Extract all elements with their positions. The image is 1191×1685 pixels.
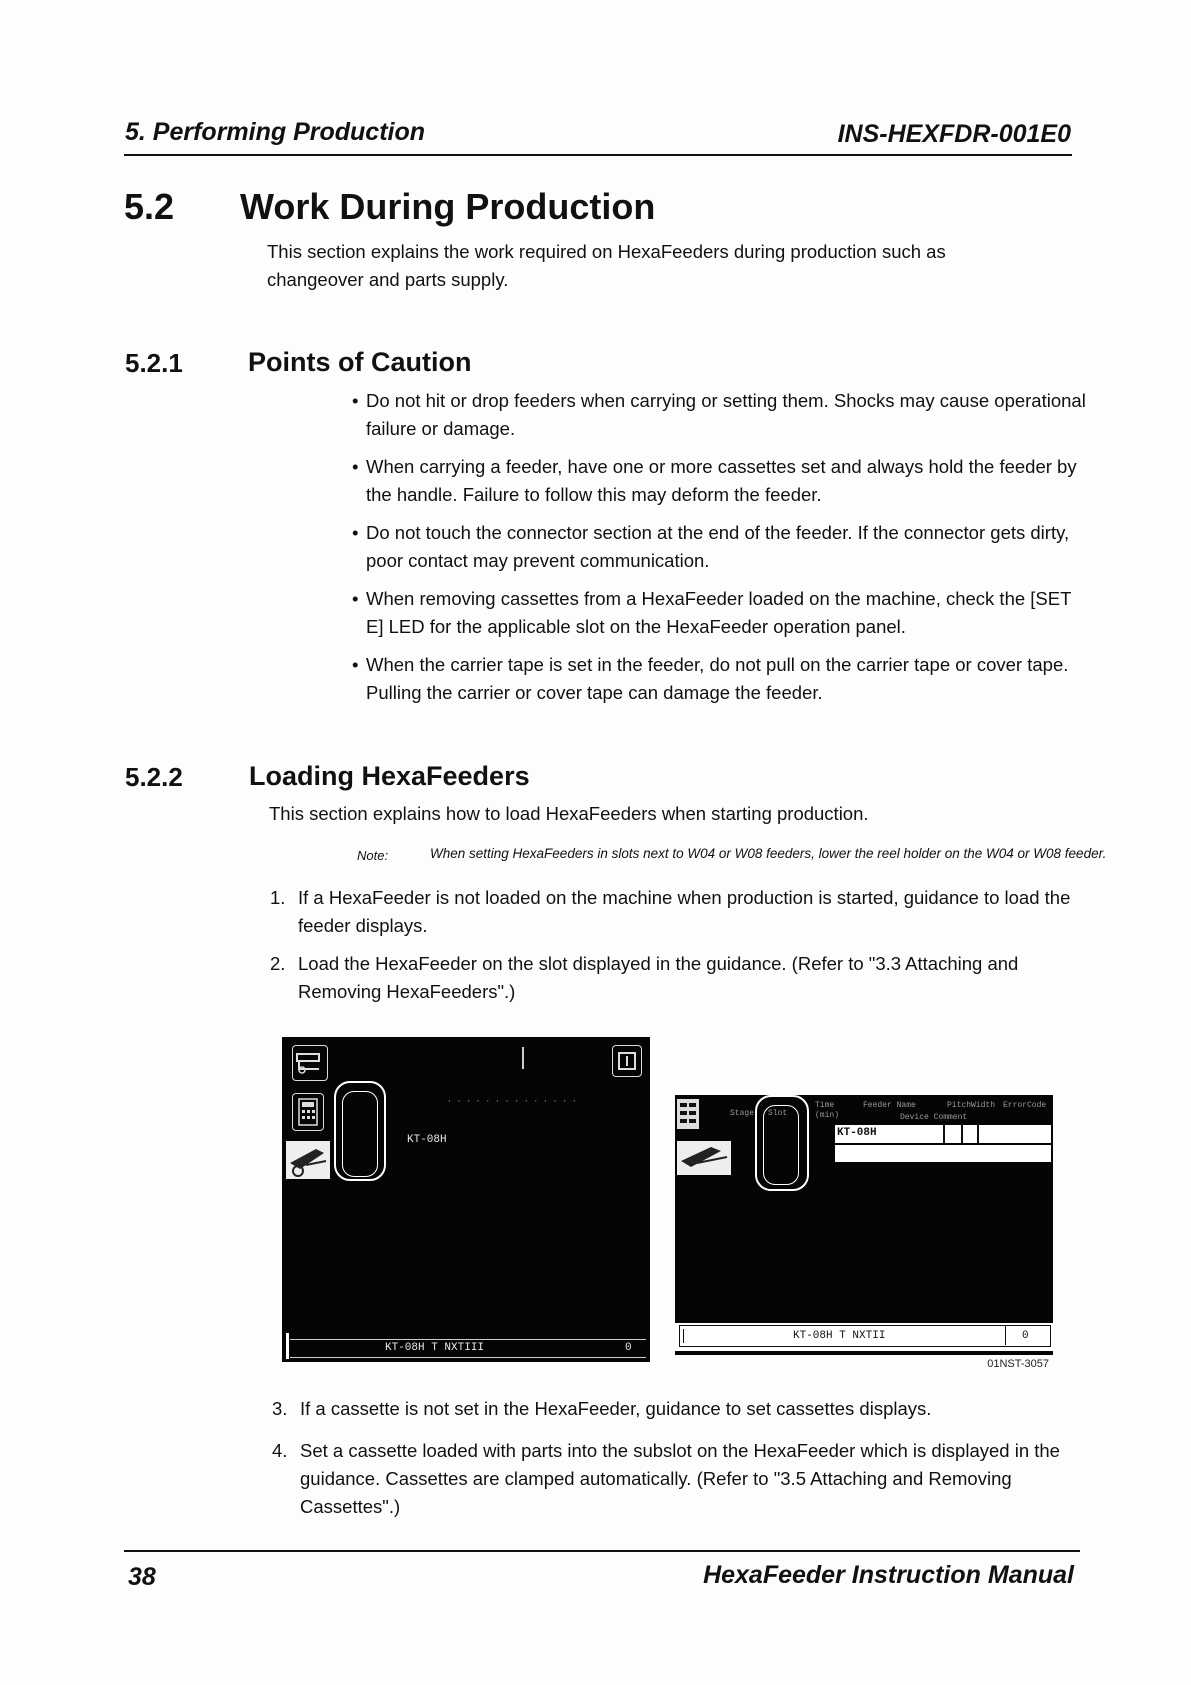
cell-divider — [977, 1125, 979, 1143]
status-count: 0 — [625, 1342, 632, 1354]
caution-bullet: • When removing cassettes from a HexaFeeder loaded on the machine, check the [SET E] LED for the applicable slot on the HexaFeeder operation panel. — [352, 585, 1086, 641]
column-slot: Slot — [768, 1109, 788, 1118]
column-device-comment: Device Comment — [900, 1113, 968, 1122]
figure-id: 01NST-3057 — [987, 1358, 1049, 1370]
feeder-load-icon — [292, 1045, 328, 1081]
column-error-code: ErrorCode — [1003, 1101, 1047, 1110]
status-bar — [290, 1339, 646, 1358]
step-number: 2. — [270, 953, 286, 974]
status-bar — [675, 1323, 1053, 1351]
step-text: Set a cassette loaded with parts into the subslot on the HexaFeeder which is displayed in the guidance. Cassettes are clamped automatically. (Refer to "3.5 Attaching and Removing Cassettes".) — [300, 1440, 1060, 1517]
loading-intro: This section explains how to load HexaFeeders when starting production. — [269, 803, 869, 824]
note-label: Note: — [357, 848, 389, 863]
caution-bullet: • When carrying a feeder, have one or more cassettes set and always hold the feeder by the handle. Failure to follow this may deform the feeder. — [352, 453, 1086, 509]
document-code: INS-HEXFDR-001E0 — [837, 120, 1071, 148]
feeder-tool-icon[interactable] — [286, 1141, 330, 1179]
feeder-row[interactable] — [835, 1125, 1051, 1143]
step-text: Load the HexaFeeder on the slot displayed in the guidance. (Refer to "3.3 Attaching and Removing HexaFeeders".) — [298, 953, 1019, 1002]
footer-rule — [124, 1550, 1080, 1552]
status-marker — [683, 1329, 684, 1343]
column-stage: Stage — [730, 1109, 755, 1118]
chapter-header: 5. Performing Production — [125, 118, 426, 146]
step-number: 4. — [272, 1440, 288, 1461]
slot-inner-outline — [342, 1091, 378, 1177]
step-number: 3. — [272, 1398, 288, 1419]
column-time-unit: (min) — [815, 1111, 840, 1120]
feeder-name-text: KT-08H — [407, 1134, 447, 1146]
feeder-name-cell: KT-08H — [837, 1127, 877, 1139]
page-number: 38 — [128, 1563, 156, 1591]
section-title: Work During Production — [240, 186, 656, 227]
step-text: If a cassette is not set in the HexaFeeder, guidance to set cassettes displays. — [300, 1398, 932, 1419]
status-bar-text: KT-08H T NXTIII — [385, 1342, 485, 1354]
calculator-icon[interactable] — [677, 1099, 699, 1129]
section-intro-line-1: This section explains the work required on HexaFeeders during production such as — [267, 241, 946, 262]
status-bar-text: KT-08H T NXTII — [793, 1330, 886, 1342]
subsection-title-caution: Points of Caution — [248, 347, 472, 377]
divider — [522, 1047, 524, 1069]
note-text: When setting HexaFeeders in slots next to W04 or W08 feeders, lower the reel holder on the W04 or W08 feeder. — [430, 846, 1107, 861]
header-rule — [124, 154, 1072, 156]
guidance-screen-left — [282, 1037, 650, 1362]
column-pitch-width: PitchWidth — [947, 1101, 996, 1110]
step-number: 1. — [270, 887, 286, 908]
subsection-number-caution: 5.2.1 — [125, 348, 183, 378]
manual-title: HexaFeeder Instruction Manual — [703, 1561, 1074, 1589]
cell-divider — [943, 1125, 945, 1143]
caution-bullet: • Do not hit or drop feeders when carrying or setting them. Shocks may cause operational failure or damage. — [352, 387, 1086, 443]
column-header-text: · · · · · · · · · · · · · · — [447, 1097, 577, 1106]
guidance-screen-right — [675, 1095, 1053, 1355]
subsection-number-loading: 5.2.2 — [125, 762, 183, 792]
section-intro-line-2: changeover and parts supply. — [267, 269, 509, 290]
subsection-title-loading: Loading HexaFeeders — [249, 761, 530, 791]
status-count: 0 — [1022, 1330, 1029, 1342]
calculator-icon[interactable] — [292, 1093, 324, 1131]
section-number: 5.2 — [124, 186, 175, 227]
step-text: If a HexaFeeder is not loaded on the machine when production is started, guidance to load the feeder displays. — [298, 887, 1071, 936]
caution-bullet: • Do not touch the connector section at the end of the feeder. If the connector gets dirty, poor contact may prevent communication. — [352, 519, 1086, 575]
cell-divider — [1005, 1325, 1006, 1345]
cell-divider — [961, 1125, 963, 1143]
status-marker — [286, 1333, 289, 1359]
column-time: Time — [815, 1101, 835, 1110]
caution-bullet: • When the carrier tape is set in the feeder, do not pull on the carrier tape or cover tape. Pulling the carrier or cover tape can damage the feeder. — [352, 651, 1086, 707]
column-feeder-name: Feeder Name — [863, 1101, 916, 1110]
screen-button-icon[interactable] — [612, 1045, 642, 1077]
comment-row[interactable] — [835, 1145, 1051, 1162]
feeder-tool-icon[interactable] — [677, 1141, 731, 1175]
